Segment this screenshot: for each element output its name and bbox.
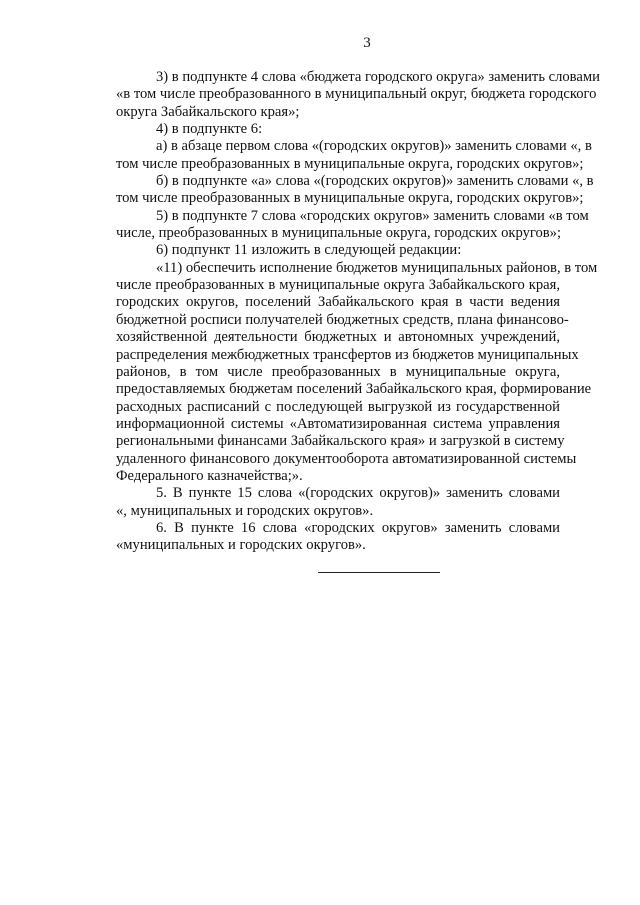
text-line: информационной системы «Автоматизированная система управления: [116, 415, 560, 432]
closing-separator-line: [318, 572, 440, 573]
text-line: 5) в подпункте 7 слова «городских округов» заменить словами «в том: [156, 207, 589, 224]
text-line: «, муниципальных и городских округов».: [116, 502, 374, 519]
text-line: 6) подпункт 11 изложить в следующей редакции:: [156, 242, 462, 259]
text-line: бюджетной росписи получателей бюджетных средств, плана финансово-: [116, 311, 569, 328]
text-line: городских округов, поселений Забайкальского края в части ведения: [116, 294, 560, 311]
text-line: «11) обеспечить исполнение бюджетов муниципальных районов, в том: [156, 259, 598, 276]
paragraph: [116, 207, 589, 243]
text-line: 4) в подпункте 6:: [156, 121, 263, 138]
text-line: «в том числе преобразованного в муниципальный округ, бюджета городского: [116, 86, 597, 103]
paragraph: [116, 242, 560, 259]
paragraph: [116, 69, 600, 121]
paragraph: [116, 138, 592, 173]
text-line: 3) в подпункте 4 слова «бюджета городского округа» заменить словами: [156, 69, 600, 85]
text-line: расходных расписаний с последующей выгрузкой из государственной: [116, 398, 560, 415]
paragraph: [116, 121, 560, 138]
paragraph: [116, 485, 560, 520]
text-line: Федерального казначейства;».: [116, 467, 303, 484]
text-line: «муниципальных и городских округов».: [116, 537, 366, 554]
page-number: 3: [363, 35, 371, 51]
text-line: хозяйственной деятельности бюджетных и автономных учреждений,: [116, 329, 560, 346]
text-line: 6. В пункте 16 слова «городских округов» заменить словами: [156, 519, 560, 536]
document-body: [116, 69, 600, 555]
paragraph: [116, 520, 560, 555]
text-line: том числе преобразованных в муниципальные округа, городских округов»;: [116, 155, 584, 172]
text-line: округа Забайкальского края»;: [116, 103, 300, 120]
text-line: удаленного финансового документооборота автоматизированной системы: [116, 450, 577, 467]
text-line: числе преобразованных в муниципальные округа Забайкальского края,: [116, 277, 560, 294]
text-line: региональными финансами Забайкальского края» и загрузкой в систему: [116, 433, 565, 450]
text-line: предоставляемых бюджетам поселений Забайкальского края, формирование: [116, 381, 592, 398]
text-line: распределения межбюджетных трансфертов из бюджетов муниципальных: [116, 346, 579, 363]
paragraph: [116, 173, 594, 208]
paragraph: [116, 259, 598, 485]
text-line: а) в абзаце первом слова «(городских округов)» заменить словами «, в: [156, 138, 592, 155]
text-line: районов, в том числе преобразованных в муниципальные округа,: [116, 363, 560, 380]
text-line: б) в подпункте «а» слова «(городских округов)» заменить словами «, в: [156, 173, 594, 190]
text-line: том числе преобразованных в муниципальные округа, городских округов»;: [116, 190, 584, 207]
text-line: 5. В пункте 15 слова «(городских округов)» заменить словами: [156, 485, 560, 502]
text-line: числе, преобразованных в муниципальные округа, городских округов»;: [116, 225, 562, 242]
